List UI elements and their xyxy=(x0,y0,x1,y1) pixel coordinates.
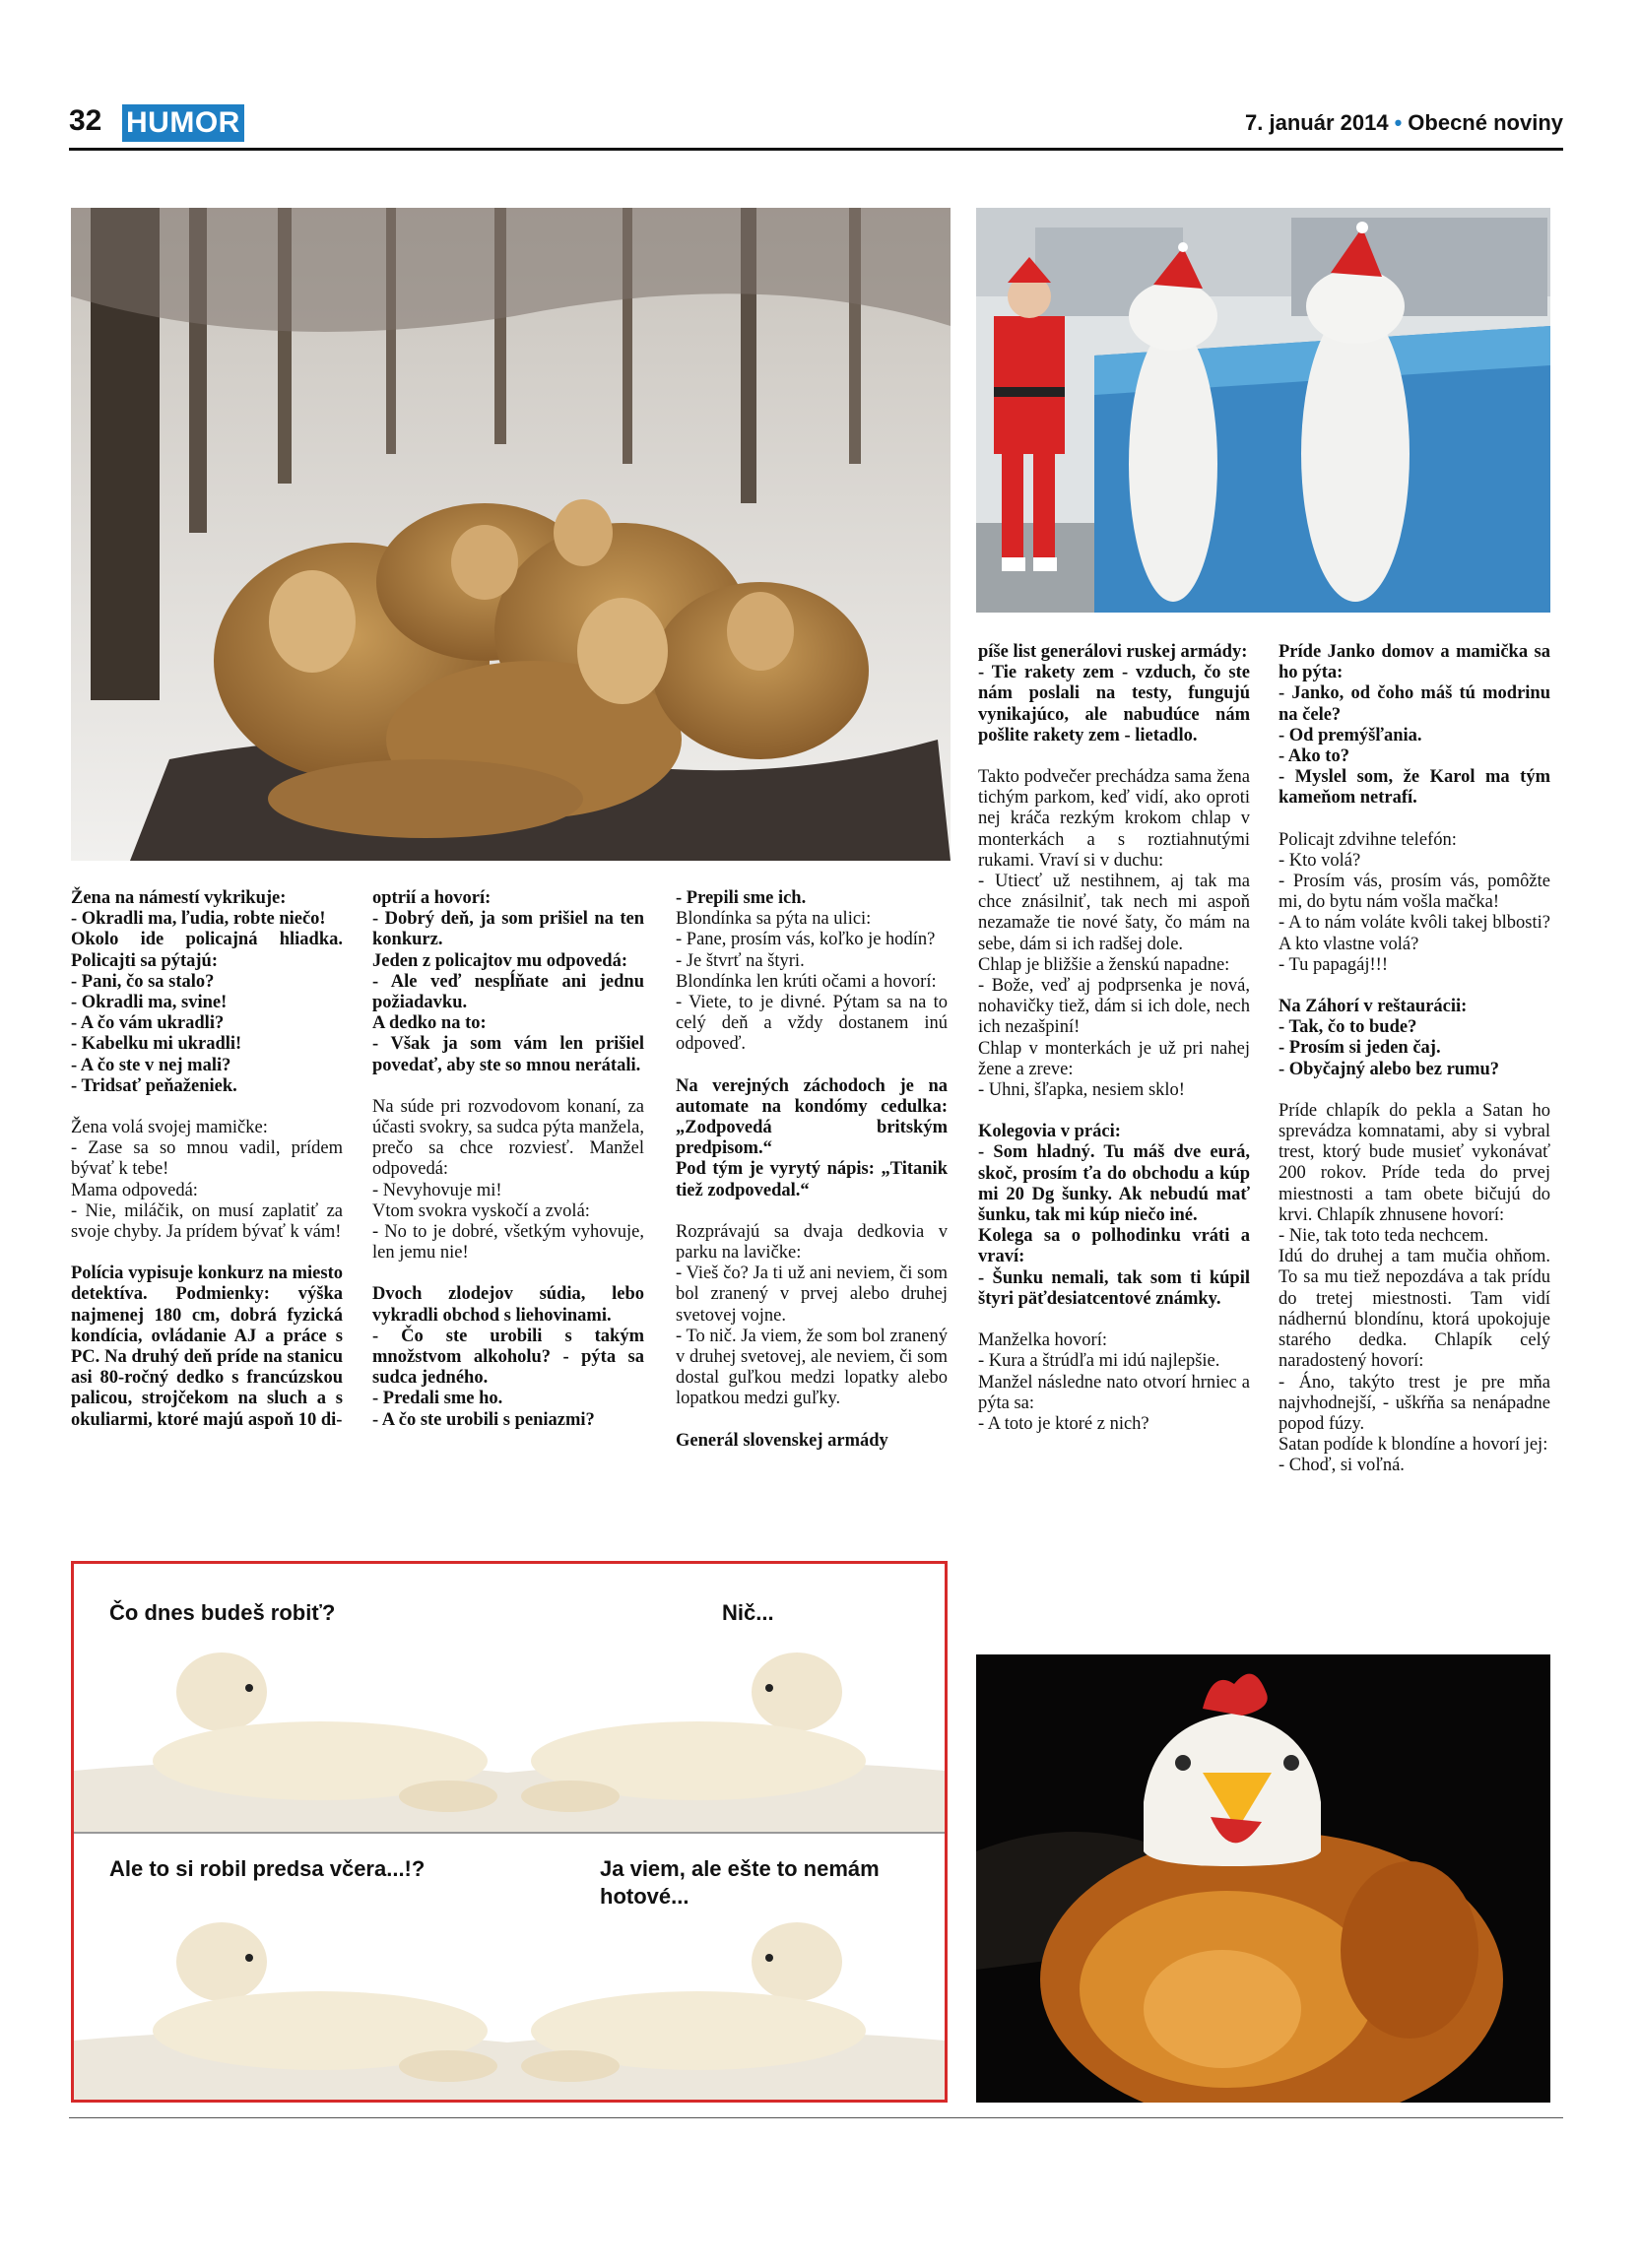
joke-line: Kolega sa o polhodinku vráti a vraví: xyxy=(978,1226,1250,1267)
joke-line: - Obyčajný alebo bez rumu? xyxy=(1279,1059,1500,1079)
joke-line: Rozprávajú sa dvaja dedkovia v parku na lavičke: xyxy=(676,1221,948,1264)
joke-line: Mama odpovedá: xyxy=(71,1180,198,1200)
footer-rule xyxy=(69,2117,1563,2118)
joke-line: Okolo ide policajná hliadka. Policajti sa pýtajú: xyxy=(71,930,343,971)
joke-line: Polícia vypisuje konkurz na miesto detektíva. Podmienky: výška najmenej 180 cm, dobrá fyzická kondícia, ovládanie AJ a práce s PC. Na druhý deň príde na stanicu asi 80-ročný dedko s francúzskou palicou, strojčekom na sluch a s okuliarmi, ktoré majú aspoň 10 di- xyxy=(71,1264,343,1430)
joke-line: Manžel následne nato otvorí hrniec a pýta sa: xyxy=(978,1372,1250,1413)
dateline xyxy=(1245,110,1563,136)
page-number: 32 xyxy=(69,104,102,137)
paragraph-gap xyxy=(1279,810,1550,830)
comic-answer-2: Ja viem, ale ešte to nemám hotové... xyxy=(600,1856,880,1909)
paragraph-gap xyxy=(71,1097,343,1118)
joke-line: - A čo ste urobili s peniazmi? xyxy=(372,1409,595,1430)
section-label: HUMOR xyxy=(122,104,244,142)
joke-line: Žena volá svojej mamičke: xyxy=(71,1118,268,1138)
paragraph-gap xyxy=(1279,1080,1550,1101)
lions-photo xyxy=(71,208,951,861)
comic-question-1: Čo dnes budeš robiť? xyxy=(109,1600,336,1625)
joke-line: - A toto je ktoré z nich? xyxy=(978,1413,1149,1434)
joke-line: Chlap je bližšie a ženskú napadne: xyxy=(978,954,1230,975)
joke-line: - To nič. Ja viem, že som bol zranený v druhej svetovej, ale neviem, či som dostal guľkou medzi lopatky alebo lopatkou medzi guľky. xyxy=(676,1326,948,1409)
paragraph-gap xyxy=(372,1076,644,1097)
joke-line: Manželka hovorí: xyxy=(978,1330,1107,1351)
joke-line: Príde chlapík do pekla a Satan ho sprevádza komnatami, aby si vybral trest, ktorý bude musieť vykonávať 200 rokov. Príde teda do prvej miestnosti a tam obete bičujú do krvi. Chlapík zhnusene hovorí: xyxy=(1279,1100,1550,1225)
paragraph-gap xyxy=(71,1243,343,1264)
chicken-photo xyxy=(976,1654,1550,2103)
paragraph-gap xyxy=(978,1101,1250,1122)
paragraph-gap xyxy=(372,1264,644,1284)
article-column-2 xyxy=(372,888,644,1431)
joke-line: - Okradli ma, ľudia, robte niečo! xyxy=(71,909,326,930)
article-column-4 xyxy=(978,642,1250,1435)
joke-line: - Som hladný. Tu máš dve eurá, skoč, prosím ťa do obchodu a kúp mi 20 Dg šunky. Ak nebudú mať šunku, tak mi kúp niečo iné. xyxy=(978,1142,1250,1226)
joke-line: - Nie, tak toto teda nechcem. xyxy=(1279,1226,1489,1247)
joke-line: Chlap v monterkách je už pri nahej žene a zreve: xyxy=(978,1038,1250,1079)
polar-bear-comic xyxy=(71,1561,948,2103)
joke-line: - Ako to? xyxy=(1279,746,1349,767)
joke-line: - Myslel som, že Karol ma tým kameňom netrafí. xyxy=(1279,767,1550,809)
joke-line: - Tu papagáj!!! xyxy=(1279,954,1388,975)
joke-line: Na Záhorí v reštaurácii: xyxy=(1279,997,1468,1017)
joke-line: A dedko na to: xyxy=(372,1013,487,1034)
joke-line: - Ale veď nespĺňate ani jednu požiadavku. xyxy=(372,971,644,1013)
paragraph-gap xyxy=(676,1056,948,1076)
joke-line: - Nie, miláčik, on musí zaplatiť za svoje chyby. Ja prídem bývať k vám! xyxy=(71,1200,343,1243)
joke-line: - Zase sa so mnou vadil, prídem bývať k tebe! xyxy=(71,1138,343,1180)
joke-line: - Prepili sme ich. xyxy=(676,888,807,908)
joke-line: Policajt zdvihne telefón: xyxy=(1279,829,1457,850)
article-column-1 xyxy=(71,888,343,1431)
comic-answer-1: Nič... xyxy=(722,1600,774,1625)
joke-line: - Uhni, šľapka, nesiem sklo! xyxy=(978,1080,1185,1101)
joke-line: - Od premýšľania. xyxy=(1279,725,1422,745)
joke-line: - Utiecť už nestihnem, aj tak ma chce znásilniť, tak nech mi aspoň nezamaže tie nové šaty, čo mám na sebe, dám si ich radšej dole. xyxy=(978,872,1250,954)
joke-line: - Predali sme ho. xyxy=(372,1389,503,1409)
joke-line: - Pane, prosím vás, koľko je hodín? xyxy=(676,930,936,950)
joke-line: optrií a hovorí: xyxy=(372,888,492,908)
paragraph-gap xyxy=(676,1201,948,1222)
joke-line: - Čo ste urobili s takým množstvom alkoholu? - pýta sa sudca jedného. xyxy=(372,1326,644,1389)
joke-line: Satan podíde k blondíne a hovorí jej: xyxy=(1279,1435,1548,1456)
joke-line: - Kabelku mi ukradli! xyxy=(71,1034,242,1055)
joke-line: Takto podvečer prechádza sama žena tichým parkom, keď vidí, ako oproti nej kráča rezkým krokom chlap v monterkách a s roztiahnutými rukami. Vraví si v duchu: xyxy=(978,767,1250,871)
paragraph-gap xyxy=(978,746,1250,767)
joke-line: - Okradli ma, svine! xyxy=(71,993,228,1013)
joke-line: - Vieš čo? Ja ti už ani neviem, či som bol zranený v prvej alebo druhej svetovej vojne. xyxy=(676,1264,948,1326)
joke-line: Dvoch zlodejov súdia, lebo vykradli obchod s liehovinami. xyxy=(372,1284,644,1326)
comic-question-2: Ale to si robil predsa včera...!? xyxy=(109,1856,426,1881)
joke-line: Kolegovia v práci: xyxy=(978,1122,1121,1142)
joke-line: Blondínka sa pýta na ulici: xyxy=(676,909,872,930)
joke-line: - Choď, si voľná. xyxy=(1279,1456,1405,1476)
issue-date: 7. január 2014 xyxy=(1245,110,1389,135)
paragraph-gap xyxy=(676,1410,948,1431)
header-rule xyxy=(69,148,1563,151)
joke-line: - A čo vám ukradli? xyxy=(71,1013,225,1034)
joke-line: Príde Janko domov a mamička sa ho pýta: xyxy=(1279,642,1550,683)
joke-line: Na súde pri rozvodovom konaní, za účasti svokry, sa sudca pýta manžela, prečo sa chce rozviesť. Manžel odpovedá: xyxy=(372,1096,644,1180)
joke-line: píše list generálovi ruskej armády: xyxy=(978,642,1248,662)
joke-line: - Kura a štrúdľa mi idú najlepšie. xyxy=(978,1351,1220,1372)
joke-line: - Dobrý deň, ja som prišiel na ten konkurz. xyxy=(372,909,644,950)
joke-line: Žena na námestí vykrikuje: xyxy=(71,888,287,908)
joke-line: - Viete, to je divné. Pýtam sa na to celý deň a vždy dostanem inú odpoveď. xyxy=(676,993,948,1055)
publication-name: Obecné noviny xyxy=(1408,110,1563,135)
joke-line: - Kto volá? xyxy=(1279,850,1361,871)
joke-line: - Prosím si jeden čaj. xyxy=(1279,1038,1441,1059)
joke-line: - Bože, veď aj podprsenka je nová, nohavičky tiež, dám si ich dole, nech ich nezašpiní! xyxy=(978,976,1250,1038)
joke-line: - Áno, takýto trest je pre mňa najvhodnejší, - uškŕňa sa nenápadne popod fúzy. xyxy=(1279,1372,1550,1434)
joke-line: Vtom svokra vyskočí a zvolá: xyxy=(372,1200,590,1221)
joke-line: - Pani, čo sa stalo? xyxy=(71,971,215,992)
joke-line: Idú do druhej a tam mučia ohňom. To sa mu tiež nepozdáva a tak prídu do tretej miestnosti. Tam vidí nádhernú blondínu, ktorá upokojuje starého dedka. Chlapík celý naradostený hovorí: xyxy=(1279,1247,1550,1372)
joke-line: - Tie rakety zem - vzduch, čo ste nám poslali na testy, fungujú vynikajúco, ale nabudúce nám pošlite rakety zem - lietadlo. xyxy=(978,663,1250,745)
comic-panel-1 xyxy=(74,1564,945,1832)
comic-panel-2 xyxy=(74,1834,945,2102)
joke-line: Generál slovenskej armády xyxy=(676,1430,888,1451)
paragraph-gap xyxy=(1279,976,1550,997)
joke-line: - Nevyhovuje mi! xyxy=(372,1180,502,1200)
joke-line: - A čo ste v nej mali? xyxy=(71,1055,231,1075)
joke-line: Jeden z policajtov mu odpovedá: xyxy=(372,950,627,971)
joke-line: - Však ja som vám len prišiel povedať, aby ste so mnou nerátali. xyxy=(372,1034,644,1075)
bullet-separator: • xyxy=(1394,110,1403,135)
joke-line: - Tak, čo to bude? xyxy=(1279,1017,1417,1038)
joke-line: Blondínka len krúti očami a hovorí: xyxy=(676,971,937,992)
joke-line: Na verejných záchodoch je na automate na kondómy cedulka: „Zodpovedá britským predpisom.“ xyxy=(676,1075,948,1159)
belugas-photo xyxy=(976,208,1550,613)
joke-line: Pod tým je vyrytý nápis: „Titanik tiež zodpovedal.“ xyxy=(676,1159,948,1200)
joke-line: - Prosím vás, prosím vás, pomôžte mi, do bytu nám vošla mačka! xyxy=(1279,872,1550,913)
joke-line: - Janko, od čoho máš tú modrinu na čele? xyxy=(1279,683,1550,725)
joke-line: - No to je dobré, všetkým vyhovuje, len jemu nie! xyxy=(372,1222,644,1264)
article-column-3 xyxy=(676,888,948,1452)
joke-line: - Šunku nemali, tak som ti kúpil štyri päťdesiatcentové známky. xyxy=(978,1267,1250,1309)
joke-line: - Tridsať peňaženiek. xyxy=(71,1075,237,1096)
joke-line: - A to nám voláte kvôli takej blbosti? A kto vlastne volá? xyxy=(1279,913,1550,954)
joke-line: - Je štvrť na štyri. xyxy=(676,950,805,971)
paragraph-gap xyxy=(978,1310,1250,1330)
article-column-5 xyxy=(1279,642,1550,1477)
